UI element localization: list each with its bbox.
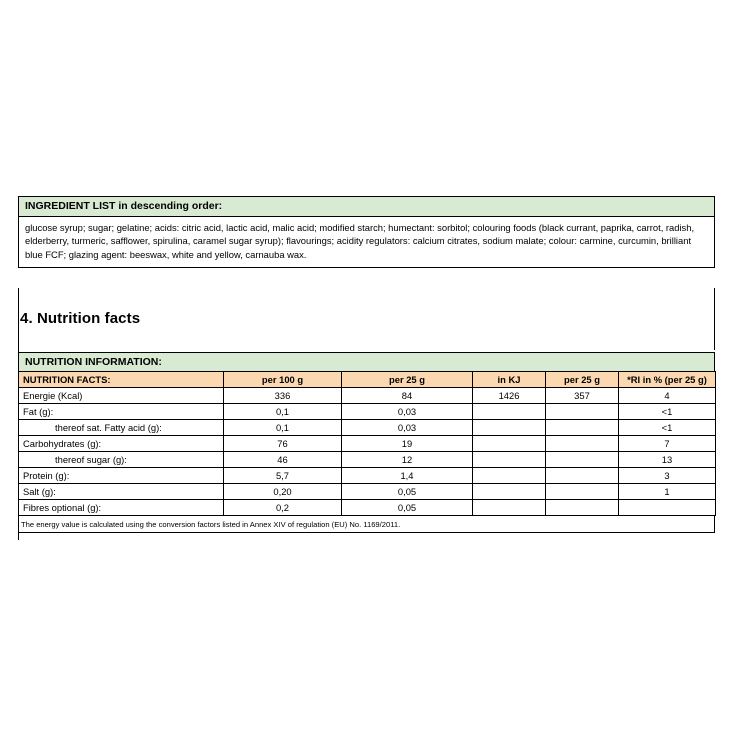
- cell-fibres-per-25g: 0,05: [342, 500, 473, 516]
- cell-salt-per-25g: 0,05: [342, 484, 473, 500]
- cell-carbohydrates-ri: 7: [619, 436, 716, 452]
- row-label-fibres: Fibres optional (g):: [19, 500, 224, 516]
- cell-saturated-fat-per-100g: 0,1: [224, 420, 342, 436]
- cell-saturated-fat-kj-per-25g: [546, 420, 619, 436]
- cell-salt-in-kj: [473, 484, 546, 500]
- cell-energie-kj-per-25g: 357: [546, 388, 619, 404]
- right-margin-rule: [714, 288, 715, 350]
- row-label-sugar: thereof sugar (g):: [19, 452, 224, 468]
- cell-fat-per-25g: 0,03: [342, 404, 473, 420]
- cell-protein-ri: 3: [619, 468, 716, 484]
- row-label-fat: Fat (g):: [19, 404, 224, 420]
- footnote-container: [18, 516, 715, 533]
- cell-fat-in-kj: [473, 404, 546, 420]
- cell-fibres-in-kj: [473, 500, 546, 516]
- nutrition-table: [18, 371, 716, 516]
- cell-sugar-kj-per-25g: [546, 452, 619, 468]
- nutrition-table-head: [19, 372, 716, 388]
- nutrition-block: [18, 352, 715, 533]
- ingredient-list-header: INGREDIENT LIST in descending order:: [19, 197, 714, 217]
- cell-saturated-fat-ri: <1: [619, 420, 716, 436]
- cell-energie-in-kj: 1426: [473, 388, 546, 404]
- table-row: [19, 420, 716, 436]
- table-row: [19, 484, 716, 500]
- column-header-per-100g: per 100 g: [224, 372, 342, 388]
- cell-carbohydrates-per-100g: 76: [224, 436, 342, 452]
- cell-sugar-in-kj: [473, 452, 546, 468]
- cell-energie-per-25g: 84: [342, 388, 473, 404]
- cell-fat-ri: <1: [619, 404, 716, 420]
- cell-salt-per-100g: 0,20: [224, 484, 342, 500]
- cell-protein-kj-per-25g: [546, 468, 619, 484]
- cell-fat-kj-per-25g: [546, 404, 619, 420]
- table-row: [19, 468, 716, 484]
- cell-protein-per-25g: 1,4: [342, 468, 473, 484]
- cell-fibres-ri: [619, 500, 716, 516]
- ingredient-list-block: [18, 196, 715, 268]
- column-header-per-25g: per 25 g: [342, 372, 473, 388]
- cell-protein-in-kj: [473, 468, 546, 484]
- cell-sugar-ri: 13: [619, 452, 716, 468]
- nutrition-information-banner: NUTRITION INFORMATION:: [18, 352, 715, 371]
- cell-sugar-per-100g: 46: [224, 452, 342, 468]
- table-row: [19, 452, 716, 468]
- column-header-in-kj: in KJ: [473, 372, 546, 388]
- row-label-carbohydrates: Carbohydrates (g):: [19, 436, 224, 452]
- page-title: 4. Nutrition facts: [20, 310, 141, 327]
- table-row: [19, 436, 716, 452]
- table-header-row: [19, 372, 716, 388]
- row-label-salt: Salt (g):: [19, 484, 224, 500]
- cell-saturated-fat-in-kj: [473, 420, 546, 436]
- cell-carbohydrates-in-kj: [473, 436, 546, 452]
- table-row: [19, 388, 716, 404]
- cell-sugar-per-25g: 12: [342, 452, 473, 468]
- cell-protein-per-100g: 5,7: [224, 468, 342, 484]
- cell-carbohydrates-per-25g: 19: [342, 436, 473, 452]
- cell-fibres-kj-per-25g: [546, 500, 619, 516]
- row-label-energie: Energie (Kcal): [19, 388, 224, 404]
- cell-carbohydrates-kj-per-25g: [546, 436, 619, 452]
- energy-value-footnote: The energy value is calculated using the conversion factors listed in Annex XIV of regulation (EU) No. 1169/2011.: [21, 520, 401, 529]
- row-label-protein: Protein (g):: [19, 468, 224, 484]
- column-header-per-25g-kj: per 25 g: [546, 372, 619, 388]
- table-row: [19, 404, 716, 420]
- cell-fibres-per-100g: 0,2: [224, 500, 342, 516]
- cell-fat-per-100g: 0,1: [224, 404, 342, 420]
- row-label-saturated-fat: thereof sat. Fatty acid (g):: [19, 420, 224, 436]
- cell-energie-per-100g: 336: [224, 388, 342, 404]
- nutrition-table-body: [19, 388, 716, 516]
- ingredient-list-text: glucose syrup; sugar; gelatine; acids: citric acid, lactic acid, malic acid; modified starch; humectant: sorbitol; colouring foods (black currant, paprika, carrot, radish, elderberry, turmeric, safflower, spirulina, caramel sugar syrup); flavourings; acidity regulators: calcium citrates, sodium malate; colour: carmine, curcumin, brilliant blue FCF; glazing agent: beeswax, white and yellow, carnauba wax.: [25, 222, 695, 260]
- column-header-facts: NUTRITION FACTS:: [19, 372, 224, 388]
- table-row: [19, 500, 716, 516]
- cell-salt-ri: 1: [619, 484, 716, 500]
- cell-saturated-fat-per-25g: 0,03: [342, 420, 473, 436]
- column-header-ri-percent: *RI in % (per 25 g): [619, 372, 716, 388]
- cell-energie-ri: 4: [619, 388, 716, 404]
- cell-salt-kj-per-25g: [546, 484, 619, 500]
